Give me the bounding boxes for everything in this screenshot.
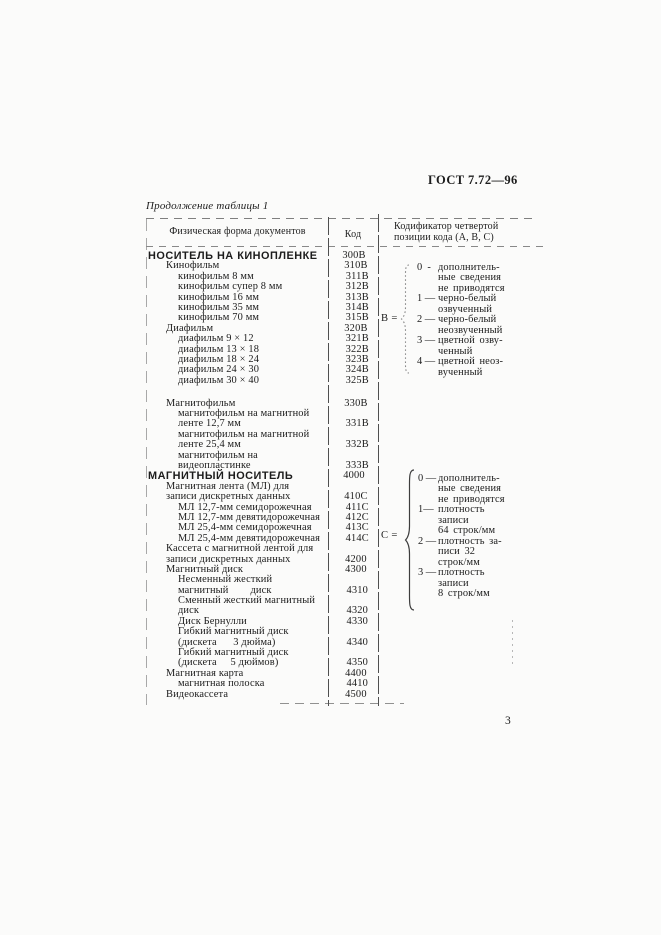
row-label: кинофильм 70 мм xyxy=(178,312,260,324)
row-label: Магнитная лента (МЛ) для xyxy=(166,480,290,492)
row-label: диск xyxy=(178,605,200,617)
codifier-item-line: дополнитель- xyxy=(438,473,500,484)
codifier-item xyxy=(418,505,518,536)
codifier-item-number: 4 — xyxy=(417,356,436,368)
row-code: 4410 xyxy=(346,678,369,690)
row-label: Диафильм xyxy=(166,322,214,334)
codifier-item-number: 0 - xyxy=(417,262,431,273)
row-code: 323В xyxy=(345,353,369,365)
codifier-item-line: плотность за- xyxy=(438,535,502,547)
row-code: 330В xyxy=(344,397,368,409)
table-row xyxy=(147,282,379,292)
row-label: кинофильм 35 мм xyxy=(178,301,260,313)
column-header-code: Код xyxy=(344,229,362,240)
codifier-item-number: 3 — xyxy=(417,335,436,347)
row-label: диафильм 30 × 40 xyxy=(178,374,260,386)
row-code: 4300 xyxy=(345,563,367,575)
row-label: кинофильм 8 мм xyxy=(178,270,254,282)
row-label: Диск Бернулли xyxy=(178,615,247,627)
codifier-item-line: плотность xyxy=(438,504,485,516)
row-code: 300В xyxy=(342,250,366,261)
row-label: Видеокассета xyxy=(166,688,229,700)
codifier-item xyxy=(418,474,518,505)
table-header-divider xyxy=(146,246,544,247)
row-label: Магнитный диск xyxy=(166,563,244,575)
row-label: кинофильм супер 8 мм xyxy=(178,281,283,293)
codifier-item-line: не приводятся xyxy=(438,493,505,505)
row-label: Кинофильм xyxy=(166,260,220,272)
row-label: магнитофильм на магнитной xyxy=(178,408,310,420)
row-code: 4310 xyxy=(346,584,369,596)
codifier-item-line: цветной озву- xyxy=(438,335,503,347)
row-code: 311В xyxy=(345,270,369,282)
doc-number: ГОСТ 7.72—96 xyxy=(428,173,518,187)
row-label: магнитофильм на xyxy=(178,449,258,461)
row-label: (дискета 3 дюйма) xyxy=(178,636,276,648)
codifier-c-block xyxy=(381,474,516,614)
codifier-item xyxy=(417,357,513,378)
row-code: 4000 xyxy=(343,470,365,482)
row-label: МЛ 25,4-мм девятидорожечная xyxy=(178,532,321,544)
row-code: 412С xyxy=(345,511,369,523)
codifier-b-label: В = xyxy=(381,313,398,324)
codifier-item-line: черно-белый xyxy=(438,314,497,326)
row-code: 4330 xyxy=(346,615,369,627)
row-label: МЛ 12,7-мм девятидорожечная xyxy=(178,511,321,523)
column-header-codifier-line2: позиции кода (А, В, С) xyxy=(394,232,494,244)
row-code: 322В xyxy=(345,343,369,355)
codifier-item-line: записи xyxy=(438,577,469,589)
row-code: 314В xyxy=(345,301,369,313)
scan-artifact xyxy=(512,620,513,664)
row-code: 410С xyxy=(344,491,368,503)
codifier-item-line: не приводятся xyxy=(438,282,505,294)
codifier-item-line: ченный xyxy=(438,345,473,357)
row-label: кинофильм 16 мм xyxy=(178,291,260,303)
codifier-item-number: 1— xyxy=(418,504,434,516)
row-code: 4340 xyxy=(346,636,369,648)
row-code: 313В xyxy=(345,291,369,303)
codifier-item xyxy=(417,263,513,294)
table-row xyxy=(147,544,379,554)
row-label: записи дискретных данных xyxy=(166,491,291,503)
row-code: 325В xyxy=(345,374,369,386)
row-code: 331В xyxy=(345,418,369,430)
row-label: магнитофильм на магнитной xyxy=(178,428,310,440)
codifier-item-line: цветной неоз- xyxy=(438,356,504,368)
left-brace-icon xyxy=(404,469,415,614)
codifier-item xyxy=(417,294,513,315)
row-label: видеопластинке xyxy=(178,460,251,472)
row-label: диафильм 13 × 18 xyxy=(178,343,260,355)
codifier-b-block xyxy=(381,263,511,383)
row-code: 413С xyxy=(345,522,369,534)
row-label: магнитная полоска xyxy=(178,678,265,690)
codifier-item-line: ные сведения xyxy=(438,272,502,284)
codifier-item-number: 2 — xyxy=(417,314,436,326)
codifier-item xyxy=(418,568,518,599)
codifier-c-label: С = xyxy=(381,530,398,541)
row-label: МЛ 25,4-мм семидорожечная xyxy=(178,522,312,534)
codifier-item-line: плотность xyxy=(438,567,485,579)
codifier-item xyxy=(417,315,513,336)
codifier-item-line: вученный xyxy=(438,366,483,378)
row-code: 324В xyxy=(345,364,369,376)
codifier-item-line: неозвученный xyxy=(438,324,503,336)
table-bottom-border xyxy=(280,703,404,704)
page-number: 3 xyxy=(505,715,511,727)
row-code: 411С xyxy=(345,501,369,513)
codifier-c-list xyxy=(418,474,518,599)
table-top-border xyxy=(146,218,532,219)
row-label: записи дискретных данных xyxy=(166,553,291,565)
row-code: 4400 xyxy=(345,667,367,679)
row-code: 333В xyxy=(345,460,369,472)
table-row xyxy=(147,376,379,386)
codifier-item-line: черно-белый xyxy=(438,293,497,305)
row-code: 4320 xyxy=(346,605,369,617)
table-caption: Продолжение таблицы 1 xyxy=(146,200,269,212)
row-label: Несменный жесткий xyxy=(178,574,273,586)
column-header-codifier-line1: Кодификатор четвертой xyxy=(394,221,499,232)
row-code: 332В xyxy=(345,439,369,451)
row-label: диафильм 9 × 12 xyxy=(178,333,254,345)
codifier-item-line: ные сведения xyxy=(438,483,502,495)
row-code: 4500 xyxy=(345,688,367,700)
codifier-item-line: 8 строк/мм xyxy=(438,587,490,599)
codifier-item-number: 2 — xyxy=(418,535,437,547)
table-body xyxy=(147,251,379,700)
row-label: ленте 25,4 мм xyxy=(178,439,241,451)
row-code: 320В xyxy=(344,322,368,334)
row-label: Кассета с магнитной лентой для xyxy=(166,543,314,555)
row-code: 414С xyxy=(345,532,369,544)
codifier-item-line: 64 строк/мм xyxy=(438,525,496,537)
codifier-item-line: озвученный xyxy=(438,303,493,315)
row-label: Гибкий магнитный диск xyxy=(178,626,289,638)
row-code: 315В xyxy=(345,312,369,324)
row-label: Магнитофильм xyxy=(166,397,236,409)
row-code: 4350 xyxy=(346,657,369,669)
row-code: 312В xyxy=(345,281,369,293)
codifier-item-line: писи 32 xyxy=(438,546,476,558)
codifier-item-line: дополнитель- xyxy=(438,262,500,273)
codifier-item-number: 3 — xyxy=(418,567,437,579)
row-label: Магнитная карта xyxy=(166,667,244,679)
row-label: Сменный жесткий магнитный xyxy=(178,595,316,607)
codifier-item-line: записи xyxy=(438,514,469,526)
codifier-item-line: строк/мм xyxy=(438,556,480,568)
row-label: НОСИТЕЛЬ НА КИНОПЛЕНКЕ xyxy=(148,250,318,262)
row-label: ленте 12,7 мм xyxy=(178,418,241,430)
row-label: МАГНИТНЫЙ НОСИТЕЛЬ xyxy=(148,470,294,483)
column-header-codifier xyxy=(394,221,544,244)
codifier-item-number: 1 — xyxy=(417,293,436,305)
codifier-item xyxy=(417,336,513,357)
row-label: диафильм 24 × 30 xyxy=(178,364,260,376)
row-label: (дискета 5 дюймов) xyxy=(178,657,279,669)
column-header-form: Физическая форма документов xyxy=(169,226,306,237)
row-label: диафильм 18 × 24 xyxy=(178,353,260,365)
codifier-b-list xyxy=(417,263,513,378)
row-label: магнитный диск xyxy=(178,584,272,596)
codifier-item xyxy=(418,537,518,568)
table-row xyxy=(147,334,379,344)
row-label: Гибкий магнитный диск xyxy=(178,647,289,659)
row-code: 4200 xyxy=(345,553,367,565)
row-code: 310В xyxy=(344,260,368,272)
table-row xyxy=(147,690,379,700)
row-code: 321В xyxy=(345,333,369,345)
codifier-item-number: 0 — xyxy=(418,473,437,484)
row-label: МЛ 12,7-мм семидорожечная xyxy=(178,501,312,513)
left-brace-icon xyxy=(400,264,410,377)
